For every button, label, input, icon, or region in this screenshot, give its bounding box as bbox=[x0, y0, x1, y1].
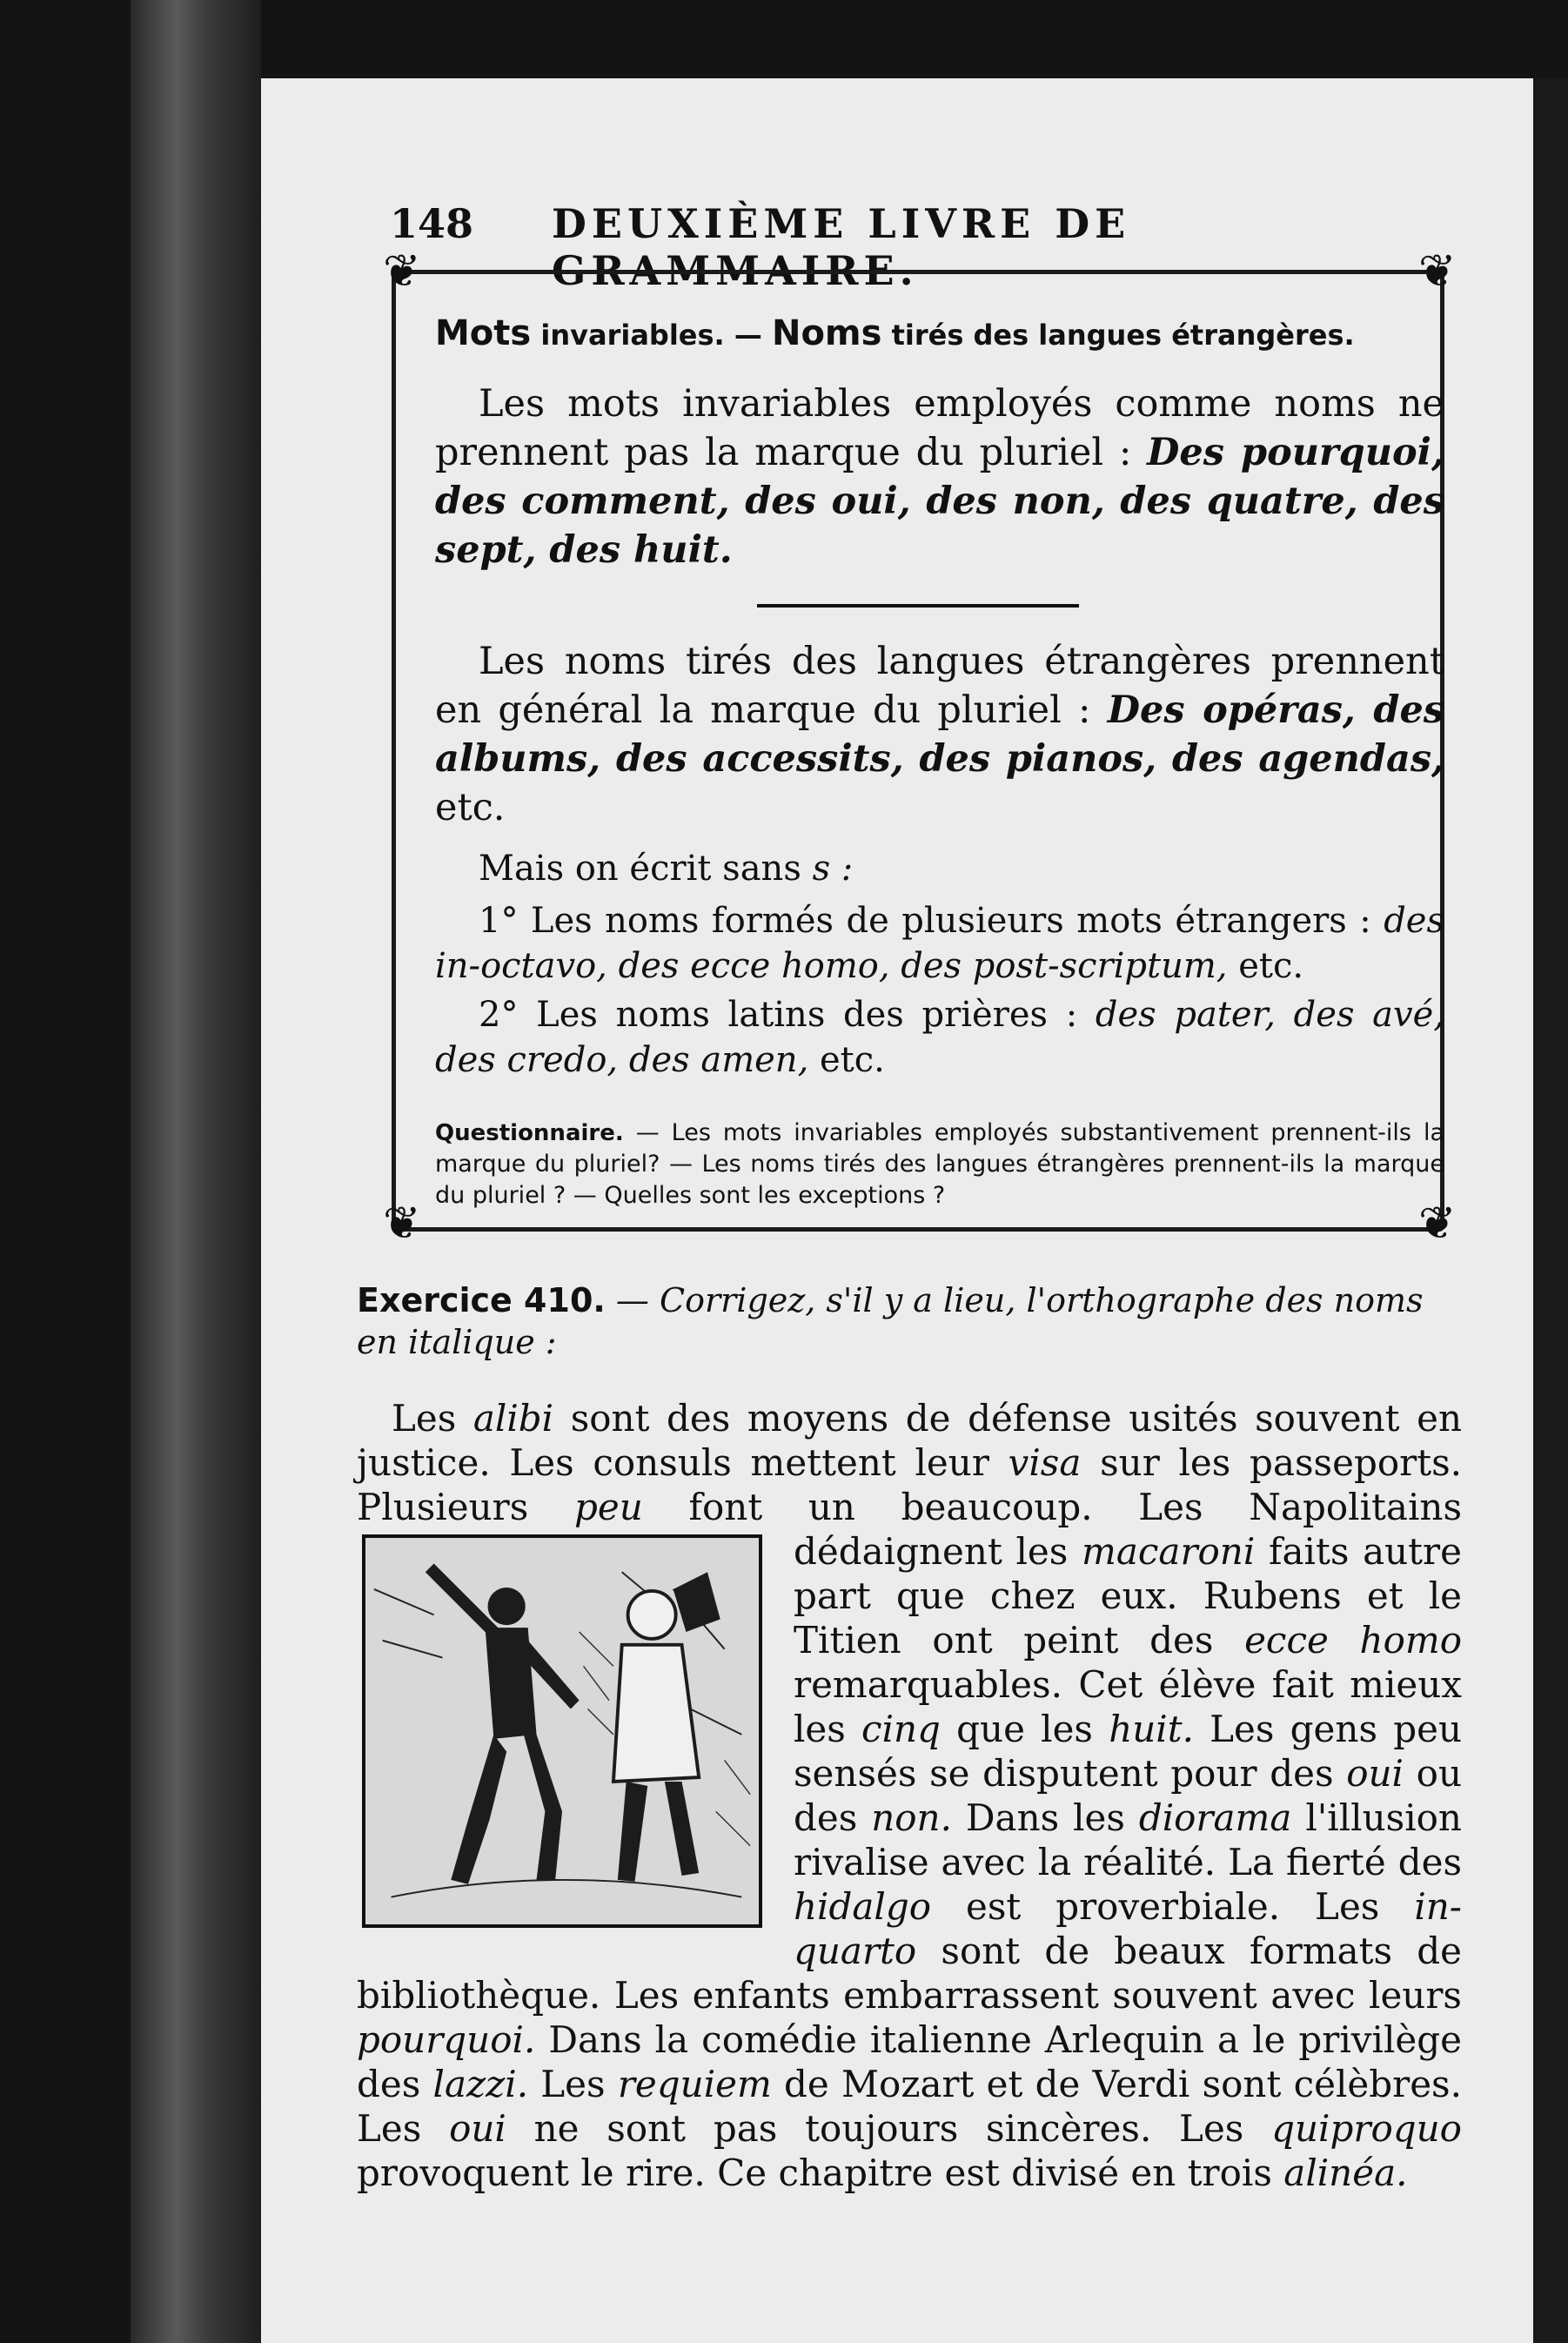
book-binding bbox=[131, 0, 261, 2343]
ornament-bottom-left-icon: ❦ bbox=[383, 1198, 421, 1250]
exercise-heading: Exercice 410. — Corrigez, s'il y a lieu, l'orthographe des noms en italique : bbox=[357, 1281, 1424, 1361]
exception-item-2: 2° Les noms latins des prières : des pater, des avé, des credo, des amen, etc. bbox=[435, 995, 1444, 1080]
exercise-text: Les alibi sont des moyens de défense usités souvent en justice. Les consuls mettent leur visa sur les passeports. Plusieurs peu font un beaucoup. Les Napolitains dédaignent les macaroni faits autre part que chez eux. Rubens et le Titien ont peint des ecce homo remarquables. Cet élève fait mieux les cinq que les huit. Les gens peu sensés se disputent pour des oui ou des non. Dans les diorama l'illusion rivalise avec la réalité. La fierté des hidalgo est proverbiale. Les in-quarto sont de beaux formats de bibliothèque. Les enfants embarrassent souvent avec leurs pourquoi. Dans la comédie italienne Arlequin a le privilège des lazzi. Les requiem de Mozart et de Verdi sont célèbres. Les oui ne sont pas toujours sincères. Les quiproquo provoquent le rire. Ce chapitre est divisé en trois alinéa. bbox=[357, 1397, 1463, 2194]
grammar-rule bbox=[435, 313, 1444, 1235]
engraving-illustration bbox=[362, 1534, 762, 1928]
ornament-bottom-right-icon: ❦ bbox=[1418, 1198, 1457, 1250]
page-number: 148 bbox=[390, 200, 474, 247]
rule-paragraph-1: Les mots invariables employés comme noms ne prennent pas la marque du pluriel : Des pourquoi, des comment, des oui, des non, des quatre, des sept, des huit. bbox=[435, 382, 1444, 572]
exercise-410 bbox=[357, 1279, 1462, 2195]
ornament-top-left-icon: ❦ bbox=[383, 245, 421, 298]
separator-rule bbox=[757, 604, 1079, 608]
book-page bbox=[261, 78, 1533, 2343]
page-edge-shadow bbox=[1533, 78, 1568, 2343]
exception-item-1: 1° Les noms formés de plusieurs mots étrangers : des in-octavo, des ecce homo, des post-scriptum, etc. bbox=[435, 901, 1444, 986]
rule-title: Mots invariables. — Noms tirés des langues étrangères. bbox=[435, 313, 1355, 353]
running-title: DEUXIÈME LIVRE DE GRAMMAIRE. bbox=[552, 200, 1131, 294]
questionnaire: Questionnaire. — Les mots invariables employés substantivement prennent-ils la marque du pluriel? — Les noms tirés des langues étrangères prennent-ils la marque du pluriel ? — Quelles sont les exceptions ? bbox=[435, 1119, 1444, 1209]
exception-intro: Mais on écrit sans s : bbox=[479, 849, 854, 889]
ornament-top-right-icon: ❦ bbox=[1418, 245, 1457, 298]
rule-paragraph-2: Les noms tirés des langues étrangères prennent en général la marque du pluriel : Des opéras, des albums, des accessits, des pianos, des agendas, etc. bbox=[435, 640, 1445, 829]
